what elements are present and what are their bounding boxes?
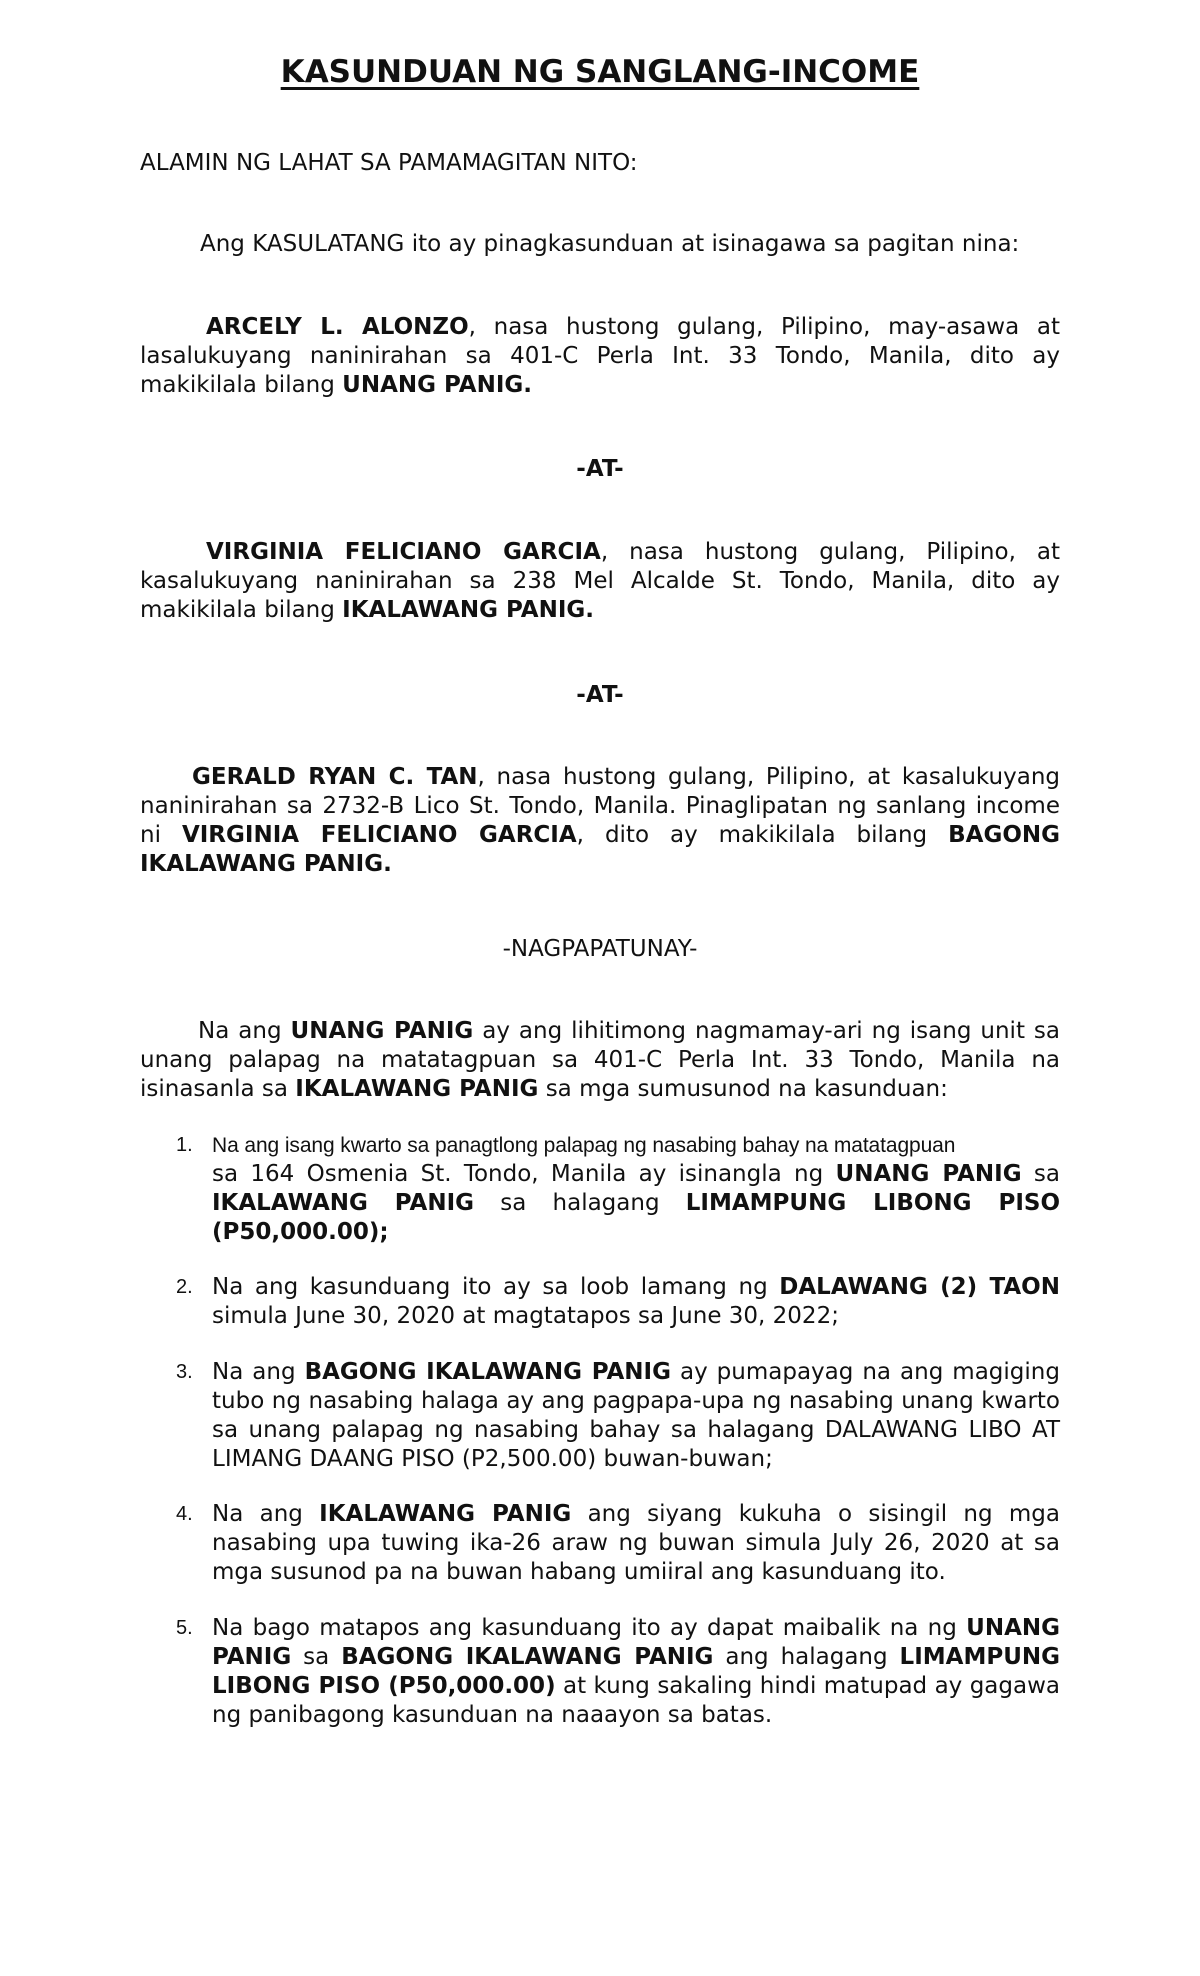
list-item-text xyxy=(212,1614,1060,1730)
item-1-text-1: sa 164 Osmenia St. Tondo, Manila ay isinangla ng xyxy=(212,1161,836,1187)
list-item-1-first-line: Na ang isang kwarto sa panagtlong palapag ng nasabing bahay na matatagpuan xyxy=(212,1134,956,1157)
list-item xyxy=(140,1273,1060,1333)
list-item-text xyxy=(212,1131,1060,1247)
item-5-text-1: Na bago matapos ang kasunduang ito ay dapat maibalik na ng xyxy=(212,1615,967,1641)
item-5-text-3: ang halagang xyxy=(713,1644,900,1670)
item-2-text-2: simula June 30, 2020 at magtatapos sa June 30, 2022; xyxy=(212,1303,839,1329)
party-three-name: GERALD RYAN C. TAN xyxy=(192,764,478,790)
list-item xyxy=(140,1358,1060,1478)
party-one-paragraph xyxy=(140,313,1060,400)
witness-text-3: sa mga sumusunod na kasunduan: xyxy=(538,1076,948,1102)
list-item-number: 1. xyxy=(176,1134,193,1156)
item-5-text-2: sa xyxy=(291,1644,342,1670)
party-one-text: , nasa hustong gulang, Pilipino, may-asawa at lasalukuyang naninirahan sa 401-C Perla Int. 33 Tondo, Manila, dito ay makikilala bilang xyxy=(140,314,1060,398)
witness-text-1: Na ang xyxy=(198,1018,291,1044)
item-4-bold-1: IKALAWANG PANIG xyxy=(319,1501,572,1527)
item-1-text-2: sa xyxy=(1021,1161,1060,1187)
intro-line: Ang KASULATANG ito ay pinagkasunduan at isinagawa sa pagitan nina: xyxy=(200,231,1020,257)
party-one-role: UNANG PANIG. xyxy=(342,372,533,398)
separator-at-1: -AT- xyxy=(576,456,624,482)
item-1-text-3: sa halagang xyxy=(474,1190,686,1216)
item-3-bold-1: BAGONG IKALAWANG PANIG xyxy=(304,1359,671,1385)
item-5-bold-2: BAGONG IKALAWANG PANIG xyxy=(341,1644,714,1670)
opening-line: ALAMIN NG LAHAT SA PAMAMAGITAN NITO: xyxy=(140,150,638,176)
list-item-text xyxy=(212,1500,1060,1587)
witness-bold-2: IKALAWANG PANIG xyxy=(295,1076,539,1102)
party-one-name: ARCELY L. ALONZO xyxy=(206,314,469,340)
item-5-text-4: at kung sakaling hindi matupad ay gagawa ng panibagong kasunduan na naaayon sa batas. xyxy=(212,1673,1060,1728)
item-4-text-2: ang siyang kukuha o sisingil ng mga nasabing upa tuwing ika-26 araw ng buwan simula July 26, 2020 at sa mga susunod pa na buwan habang umiiral ang kasunduang ito. xyxy=(212,1501,1060,1585)
witness-heading: -NAGPAPATUNAY- xyxy=(502,936,698,962)
list-item-number: 2. xyxy=(176,1276,193,1298)
item-1-bold-1: UNANG PANIG xyxy=(835,1161,1022,1187)
separator-at-2: -AT- xyxy=(576,682,624,708)
item-1-bold-2: IKALAWANG PANIG xyxy=(212,1190,475,1216)
item-5-bold-3: LIMAMPUNG LIBONG PISO (P50,000.00) xyxy=(212,1644,1060,1699)
list-item xyxy=(140,1614,1060,1734)
list-item-number: 5. xyxy=(176,1617,193,1639)
item-5-bold-1: UNANG PANIG xyxy=(212,1615,1060,1670)
witness-text-2: ay ang lihitimong nagmamay-ari ng isang unit sa unang palapag na matatagpuan sa 401-C Perla Int. 33 Tondo, Manila na isinasanla sa xyxy=(140,1018,1061,1102)
list-item xyxy=(140,1131,1060,1251)
item-2-text-1: Na ang kasunduang ito ay sa loob lamang ng xyxy=(212,1274,780,1300)
party-two-role: IKALAWANG PANIG. xyxy=(342,597,595,623)
party-two-name: VIRGINIA FELICIANO GARCIA xyxy=(206,539,601,565)
item-1-bold-3: LIMAMPUNG LIBONG PISO (P50,000.00); xyxy=(212,1190,1060,1245)
witness-bold-1: UNANG PANIG xyxy=(290,1018,474,1044)
list-item-number: 3. xyxy=(176,1361,193,1383)
party-three-text-1: , nasa hustong gulang, Pilipino, at kasalukuyang naninirahan sa 2732-B Lico St. Tondo, Manila. Pinaglipatan ng sanlang income ni xyxy=(140,764,1060,848)
party-three-ref-name: VIRGINIA FELICIANO GARCIA xyxy=(181,822,577,848)
list-item-text xyxy=(212,1273,1060,1331)
list-item-number: 4. xyxy=(176,1503,193,1525)
item-4-text-1: Na ang xyxy=(212,1501,320,1527)
item-2-bold-1: DALAWANG (2) TAON xyxy=(779,1274,1060,1300)
document-title: KASUNDUAN NG SANGLANG-INCOME xyxy=(280,54,920,90)
item-3-text-1: Na ang xyxy=(212,1359,305,1385)
party-three-text-2: , dito ay makikilala bilang xyxy=(576,822,949,848)
witness-paragraph xyxy=(140,1017,1060,1104)
list-item-text xyxy=(212,1358,1060,1474)
party-two-paragraph xyxy=(140,538,1060,625)
party-two-text: , nasa hustong gulang, Pilipino, at kasalukuyang naninirahan sa 238 Mel Alcalde St. Tondo, Manila, dito ay makikilala bilang xyxy=(140,539,1061,623)
party-three-role: BAGONG IKALAWANG PANIG. xyxy=(140,822,1060,877)
list-item xyxy=(140,1500,1060,1590)
item-3-text-2: ay pumapayag na ang magiging tubo ng nasabing halaga ay ang pagpapa-upa ng nasabing unang kwarto sa unang palapag ng nasabing bahay sa halagang DALAWANG LIBO AT LIMANG DAANG PISO (P2,500.00) buwan-buwan; xyxy=(212,1359,1060,1472)
party-three-paragraph xyxy=(140,763,1060,879)
